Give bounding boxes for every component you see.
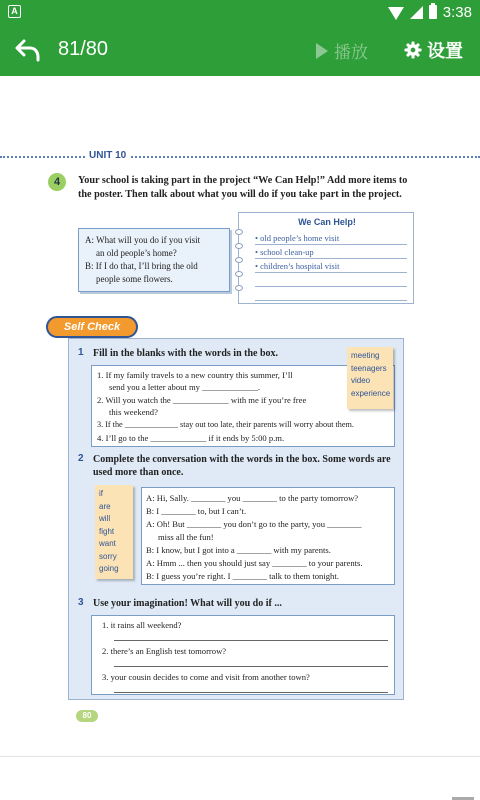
binder-ring-icon [235,243,243,249]
dialog-line: A: What will you do if you visit [85,235,201,245]
exercise-line: this weekend? [109,407,158,417]
answer-line [114,640,388,641]
word-item: are [99,501,111,511]
word-item: meeting [351,351,380,360]
poster-title: We Can Help! [298,217,356,227]
status-icons [388,3,472,21]
top-toolbar [0,24,480,76]
poster-item: • children’s hospital visit [255,261,407,273]
question-number: 2 [78,453,84,464]
word-item: fight [99,526,115,536]
settings-label: 设置 [427,41,463,61]
prompt-line: 3. your cousin decides to come and visit from another town? [102,672,310,682]
activity-number-badge: 4 [48,173,66,191]
answer-line [114,692,388,693]
page-bottom-divider [0,756,480,757]
word-box [95,485,133,579]
prompt-line: 2. there’s an English test tomorrow? [102,646,227,656]
we-can-help-poster [238,212,414,304]
word-item: going [99,564,119,573]
poster-item: • school clean-up [255,247,407,259]
status-bar [0,0,480,24]
question-instruction: Fill in the blanks with the words in the box. [93,348,279,359]
word-item: if [99,489,103,498]
dialog-line: an old people’s home? [96,248,177,258]
conversation-line: A: Hi, Sally. ________ you ________ to the party tomorrow? [146,493,359,503]
exercise-line: send you a letter about my _____________. [109,382,261,392]
conversation-line: A: Oh! But ________ you don’t go to the party, you ________ [146,519,362,529]
app-notification-icon: A [8,5,21,18]
dialog-line: people some flowers. [96,274,173,284]
question-instruction: Use your imagination! What will you do if ... [93,598,282,609]
activity-instruction: Your school is taking part in the project “We Can Help!” Add more items to the poster. Then talk about what you will do if you take part in the project. [78,175,408,200]
back-arrow-icon[interactable] [14,36,42,64]
word-item: teenagers [351,363,387,373]
status-time: 3:38 [442,3,472,21]
poster-item: • old people’s home visit [255,233,407,245]
binder-ring-icon [235,229,243,235]
word-item: sorry [99,551,117,561]
binder-ring-icon [235,271,243,277]
exercise-line: 3. If the _____________ stay out too late, their parents will worry about them. [97,420,354,429]
page-indicator: 81/80 [58,38,109,60]
conversation-line: A: Hmm ... then you should just say ________ to your parents. [146,558,363,568]
poster-item [255,289,407,301]
word-item: video [351,376,371,385]
dialog-line: B: If I do that, I’ll bring the old [85,261,198,271]
conversation-box [141,487,395,585]
play-label: 播放 [334,43,368,62]
self-check-label: Self Check [46,316,138,338]
gear-icon [404,41,422,59]
play-button[interactable] [316,38,368,63]
question-instruction: Complete the conversation with the words in the box. Some words are used more than once. [93,454,391,478]
prompt-line: 1. it rains all weekend? [102,620,182,630]
word-item: experience [351,388,391,398]
battery-icon [429,5,437,19]
word-item: want [99,539,116,548]
binder-ring-icon [235,257,243,263]
binder-ring-icon [235,285,243,291]
question-number: 1 [78,347,84,358]
unit-heading: UNIT 10 [86,150,129,161]
play-icon [316,43,328,59]
page-number-badge: 80 [76,710,98,722]
exercise-line: 1. If my family travels to a new country this summer, I’ll [97,370,293,380]
unit-divider [0,156,480,158]
settings-button[interactable] [404,37,463,63]
answer-box [91,615,395,695]
question-number: 3 [78,597,84,608]
conversation-line: B: I know, but I got into a ________ with my parents. [146,545,331,555]
word-item: will [99,514,111,523]
self-check-panel [68,338,404,700]
conversation-line: B: I ________ to, but I can’t. [146,506,247,516]
wifi-icon [388,7,404,20]
poster-item [255,275,407,287]
conversation-line: B: I guess you’re right. I ________ talk to them tonight. [146,571,339,581]
signal-icon [410,6,423,19]
exercise-line: 4. I’ll go to the _____________ if it ends by 5:00 p.m. [97,433,285,443]
word-box [347,347,393,409]
exercise-line: 2. Will you watch the _____________ with me if you’re free [97,395,307,405]
example-dialog [78,228,230,292]
conversation-line: miss all the fun! [158,532,214,542]
answer-line [114,666,388,667]
book-page [0,76,480,800]
